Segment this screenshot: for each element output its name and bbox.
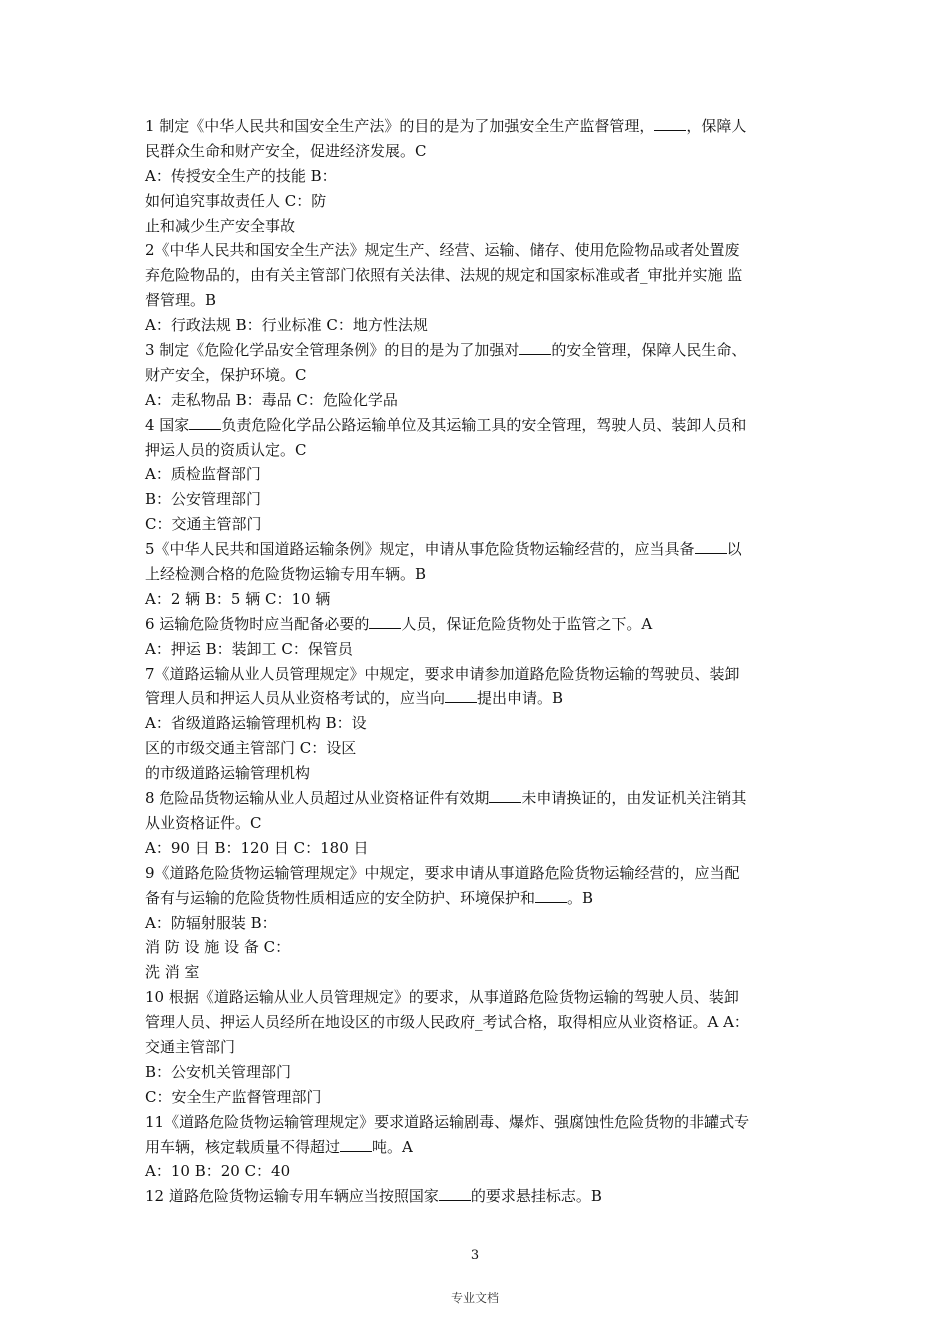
line-text: 未申请换证的，由发证机关注销其 bbox=[521, 789, 747, 808]
line-text: 弃危险物品的，由有关主管部门依照有关法律、法规的规定和国家标准或者_审批并实施 监 bbox=[145, 266, 743, 285]
line-text: 8 危险品货物运输从业人员超过从业资格证件有效期 bbox=[145, 789, 490, 808]
text-line bbox=[145, 761, 815, 786]
text-line bbox=[145, 288, 815, 313]
text-line bbox=[145, 711, 815, 736]
line-text: A：传授安全生产的技能 B： bbox=[145, 166, 337, 185]
line-text: 如何追究事故责任人 C：防 bbox=[145, 191, 327, 210]
text-line bbox=[145, 512, 815, 537]
line-text: A：押运 B：装卸工 C：保管员 bbox=[145, 639, 353, 658]
text-line bbox=[145, 612, 815, 637]
line-text: 督管理。B bbox=[145, 291, 217, 310]
line-text: 11《道路危险货物运输管理规定》要求道路运输剧毒、爆炸、强腐蚀性危险货物的非罐式专 bbox=[145, 1112, 750, 1131]
text-line bbox=[145, 263, 815, 288]
line-text: A：行政法规 B：行业标准 C：地方性法规 bbox=[145, 316, 428, 335]
text-line bbox=[145, 637, 815, 662]
line-text: 以 bbox=[726, 540, 742, 559]
line-text: 备有与运输的危险货物性质相适应的安全防护、环境保护和 bbox=[145, 888, 536, 907]
line-text: 管理人员和押运人员从业资格考试的，应当向 bbox=[145, 689, 446, 708]
line-text: B：公安机关管理部门 bbox=[145, 1062, 292, 1081]
text-line bbox=[145, 1184, 815, 1209]
text-line bbox=[145, 587, 815, 612]
line-text: 用车辆，核定载质量不得超过 bbox=[145, 1137, 341, 1156]
line-text: C：交通主管部门 bbox=[145, 515, 262, 534]
question-list bbox=[145, 114, 815, 1209]
text-line bbox=[145, 562, 815, 587]
text-line bbox=[145, 1035, 815, 1060]
line-text: 10 根据《道路运输从业人员管理规定》的要求，从事道路危险货物运输的驾驶人员、装卸 bbox=[145, 988, 739, 1007]
text-line bbox=[145, 1010, 815, 1035]
text-line bbox=[145, 139, 815, 164]
line-text: 管理人员、押运人员经所在地设区的市级人民政府_考试合格，取得相应从业资格证。A A： bbox=[145, 1013, 749, 1032]
line-text: B：公安管理部门 bbox=[145, 490, 262, 509]
line-text: 12 道路危险货物运输专用车辆应当按照国家 bbox=[145, 1187, 439, 1206]
line-text: A：质检监督部门 bbox=[145, 465, 261, 484]
line-text: 财产安全，保护环境。C bbox=[145, 365, 307, 384]
answer-blank bbox=[189, 415, 221, 430]
line-text: 洗 消 室 bbox=[145, 963, 200, 982]
line-text: 提出申请。B bbox=[477, 689, 564, 708]
line-text: 民群众生命和财产安全，促进经济发展。C bbox=[145, 141, 427, 160]
answer-blank bbox=[695, 539, 727, 554]
text-line bbox=[145, 413, 815, 438]
text-line bbox=[145, 960, 815, 985]
text-line bbox=[145, 462, 815, 487]
line-text: 7《道路运输从业人员管理规定》中规定，要求申请参加道路危险货物运输的驾驶员、装卸 bbox=[145, 664, 740, 683]
line-text: 4 国家 bbox=[145, 415, 190, 434]
line-text: 6 运输危险货物时应当配备必要的 bbox=[145, 614, 370, 633]
answer-blank bbox=[535, 888, 567, 903]
line-text: C：安全生产监督管理部门 bbox=[145, 1087, 322, 1106]
text-line bbox=[145, 736, 815, 761]
text-line bbox=[145, 1085, 815, 1110]
text-line bbox=[145, 189, 815, 214]
answer-blank bbox=[439, 1186, 471, 1201]
text-line bbox=[145, 886, 815, 911]
line-text: 的市级道路运输管理机构 bbox=[145, 764, 311, 783]
line-text: 上经检测合格的危险货物运输专用车辆。B bbox=[145, 565, 427, 584]
line-text: 的要求悬挂标志。B bbox=[470, 1187, 602, 1206]
line-text: 9《道路危险货物运输管理规定》中规定，要求申请从事道路危险货物运输经营的，应当配 bbox=[145, 863, 740, 882]
answer-blank bbox=[519, 340, 551, 355]
line-text: A：防辐射服装 B： bbox=[145, 913, 277, 932]
line-text: A：10 B：20 C：40 bbox=[145, 1162, 291, 1181]
answer-blank bbox=[489, 788, 521, 803]
line-text: 从业资格证件。C bbox=[145, 813, 262, 832]
text-line bbox=[145, 238, 815, 263]
text-line bbox=[145, 388, 815, 413]
text-line bbox=[145, 811, 815, 836]
text-line bbox=[145, 164, 815, 189]
text-line bbox=[145, 487, 815, 512]
line-text: ，保障人 bbox=[686, 117, 747, 135]
text-line bbox=[145, 662, 815, 687]
answer-blank bbox=[654, 116, 686, 131]
text-line bbox=[145, 861, 815, 886]
line-text: 3 制定《危险化学品安全管理条例》的目的是为了加强对 bbox=[145, 341, 520, 360]
line-text: A：走私物品 B：毒品 C：危险化学品 bbox=[145, 390, 398, 409]
answer-blank bbox=[369, 614, 401, 629]
text-line bbox=[145, 537, 815, 562]
line-text: 吨。A bbox=[372, 1137, 413, 1156]
line-text: A：90 日 B：120 日 C：180 日 bbox=[145, 838, 369, 857]
line-text: 5《中华人民共和国道路运输条例》规定，申请从事危险货物运输经营的，应当具备 bbox=[145, 540, 695, 559]
text-line bbox=[145, 438, 815, 463]
text-line bbox=[145, 836, 815, 861]
line-text: A：省级道路运输管理机构 B：设 bbox=[145, 714, 367, 733]
text-line bbox=[145, 985, 815, 1010]
line-text: 交通主管部门 bbox=[145, 1037, 236, 1056]
text-line bbox=[145, 935, 815, 960]
text-line bbox=[145, 1159, 815, 1184]
line-text: 人员，保证危险货物处于监管之下。A bbox=[401, 614, 653, 633]
answer-blank bbox=[445, 688, 477, 703]
line-text: 。B bbox=[567, 888, 594, 907]
line-text: A：2 辆 B：5 辆 C：10 辆 bbox=[145, 589, 331, 608]
answer-blank bbox=[340, 1137, 372, 1152]
text-line bbox=[145, 786, 815, 811]
text-line bbox=[145, 313, 815, 338]
text-line bbox=[145, 338, 815, 363]
line-text: 2《中华人民共和国安全生产法》规定生产、经营、运输、储存、使用危险物品或者处置废 bbox=[145, 241, 740, 260]
page-number: 3 bbox=[470, 1248, 480, 1263]
text-line bbox=[145, 1110, 815, 1135]
text-line bbox=[145, 911, 815, 936]
text-line bbox=[145, 363, 815, 388]
text-line bbox=[145, 1060, 815, 1085]
line-text: 止和减少生产安全事故 bbox=[145, 216, 296, 235]
footer-label: 专业文档 bbox=[450, 1291, 499, 1305]
line-text: 1 制定《中华人民共和国安全生产法》的目的是为了加强安全生产监督管理， bbox=[145, 117, 655, 135]
text-line bbox=[145, 214, 815, 239]
line-text: 负责危险化学品公路运输单位及其运输工具的安全管理，驾驶人员、装卸人员和 bbox=[221, 415, 747, 434]
line-text: 区的市级交通主管部门 C：设区 bbox=[145, 739, 357, 758]
text-line bbox=[145, 1135, 815, 1160]
text-line bbox=[145, 686, 815, 711]
line-text: 的安全管理，保障人民生命、 bbox=[551, 341, 747, 360]
text-line bbox=[145, 114, 815, 139]
line-text: 押运人员的资质认定。C bbox=[145, 440, 307, 459]
line-text: 消 防 设 施 设 备 C： bbox=[145, 938, 291, 957]
